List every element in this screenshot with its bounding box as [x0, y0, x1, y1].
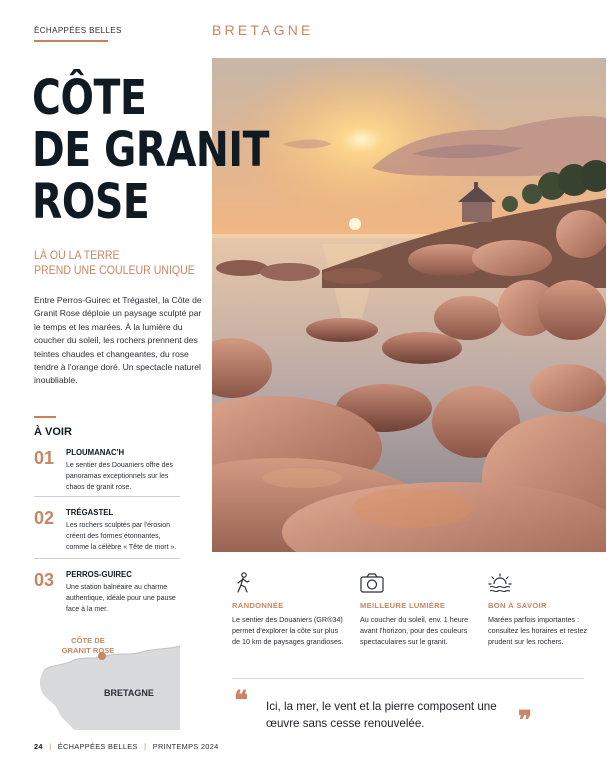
spot-number: 02	[34, 508, 55, 528]
divider	[34, 496, 180, 497]
info-text: Le sentier des Douaniers (GR®34) permet d'explorer la côte sur plus de 10 km de paysages grandioses.	[232, 615, 344, 646]
title-line: ROSE	[32, 174, 150, 230]
spot-number: 01	[34, 448, 55, 468]
hiker-icon	[232, 572, 256, 594]
quote-close-icon: ❞	[518, 706, 532, 736]
spot-item	[34, 508, 180, 558]
avoir-rule	[34, 416, 56, 418]
footer-separator: |	[144, 742, 147, 751]
region-label: BRETAGNE	[212, 22, 314, 38]
intro-paragraph: Entre Perros-Guirec et Trégastel, la Côte de Granit Rose déploie un paysage sculpté par le temps et les marées. À la lumière du coucher du soleil, les rochers prennent des teintes chaudes et changeantes, du rose tendre à l'orange doré. Un spectacle naturel inoubliable.	[34, 295, 202, 386]
page-title	[32, 70, 270, 230]
series-label: ÉCHAPPÉES BELLES	[34, 26, 122, 35]
spot-name: PLOUMANAC'H	[66, 448, 125, 457]
footer-issue: PRINTEMPS 2024	[152, 742, 219, 751]
location-map	[34, 626, 180, 730]
info-title: MEILLEURE LUMIÈRE	[360, 601, 446, 610]
footer-separator: |	[49, 742, 52, 751]
map-marker-line: GRANIT ROSE	[61, 646, 115, 655]
spot-name: PERROS-GUIREC	[66, 570, 132, 579]
sunset-waves-icon	[488, 572, 512, 594]
info-randonnee	[232, 572, 344, 672]
spot-item	[34, 570, 180, 620]
title-line: CÔTE	[32, 70, 147, 126]
info-text: Marées parfois importantes : consultez les horaires et restez prudent sur les rochers.	[488, 615, 588, 646]
info-text: Au coucher du soleil, env. 1 heure avant l'horizon, pour des couleurs spectaculaires sur le granit.	[360, 615, 469, 646]
coast-sunset-photo	[212, 58, 606, 552]
camera-icon	[360, 572, 384, 594]
pull-quote: Ici, la mer, le vent et la pierre composent une œuvre sans cesse renouvelée.	[266, 700, 497, 730]
subtitle	[34, 248, 210, 278]
series-underline	[34, 40, 108, 42]
spot-number: 03	[34, 570, 55, 590]
spot-name: TRÉGASTEL	[66, 508, 114, 517]
quote-open-icon: ❝	[234, 686, 248, 716]
info-title: RANDONNÉE	[232, 601, 284, 610]
info-title: BON À SAVOIR	[488, 601, 547, 610]
page-footer	[34, 742, 219, 751]
info-lumiere	[360, 572, 472, 672]
avoir-heading: À VOIR	[34, 426, 72, 438]
map-marker-line: CÔTE DE	[71, 636, 105, 645]
quote-divider	[232, 678, 584, 679]
divider	[34, 558, 180, 559]
spot-item	[34, 448, 180, 498]
subtitle-line: PREND UNE COULEUR UNIQUE	[34, 263, 195, 277]
photo-illustration	[212, 58, 606, 552]
subtitle-line: LÀ OÙ LA TERRE	[34, 248, 120, 262]
info-bon-a-savoir	[488, 572, 600, 672]
map-region-label: BRETAGNE	[104, 688, 154, 698]
page-number: 24	[34, 742, 43, 751]
title-line: DE GRANIT	[32, 122, 270, 178]
spot-description: Les rochers sculptés par l'érosion créent des formes étonnantes, comme la célèbre « Tête de mort ».	[66, 522, 177, 551]
map-marker-label	[58, 636, 118, 656]
spot-description: Le sentier des Douaniers offre des panoramas exceptionnels sur les chaos de granit rose.	[66, 462, 173, 491]
spot-description: Une station balnéaire au charme authentique, idéale pour une pause face à la mer.	[66, 584, 176, 613]
footer-magazine: ÉCHAPPÉES BELLES	[57, 742, 138, 751]
